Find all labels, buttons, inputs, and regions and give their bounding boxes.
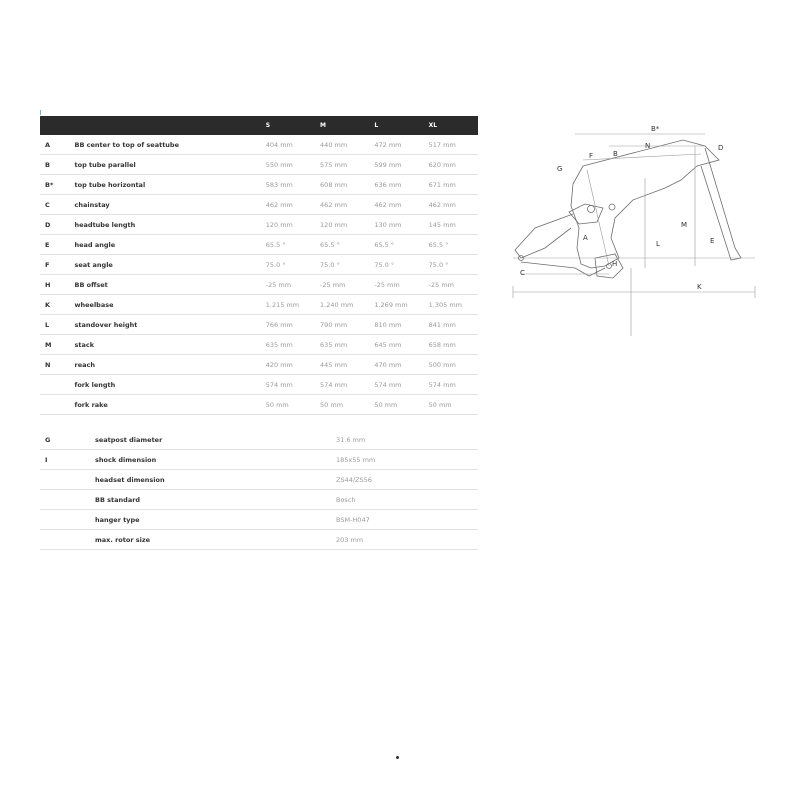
row-code: L: [40, 315, 70, 335]
table-row: [40, 450, 478, 470]
row-value: 50 mm: [369, 395, 423, 415]
row-label: BB offset: [70, 275, 261, 295]
row-label: wheelbase: [70, 295, 261, 315]
spec-label: BB standard: [90, 490, 331, 510]
row-label: fork length: [70, 375, 261, 395]
row-value: 65.5 °: [315, 235, 369, 255]
row-value: 50 mm: [261, 395, 315, 415]
row-label: top tube parallel: [70, 155, 261, 175]
row-code: H: [40, 275, 70, 295]
table-row: [40, 255, 478, 275]
row-value: 790 mm: [315, 315, 369, 335]
row-value: 671 mm: [424, 175, 478, 195]
row-code: [40, 395, 70, 415]
spec-label: max. rotor size: [90, 530, 331, 550]
header-label: [70, 116, 261, 135]
row-label: top tube horizontal: [70, 175, 261, 195]
row-code: B*: [40, 175, 70, 195]
table-row: [40, 315, 478, 335]
table-row: [40, 490, 478, 510]
spec-code: [40, 470, 90, 490]
table-row: [40, 510, 478, 530]
table-row: [40, 235, 478, 255]
row-value: 75.0 °: [261, 255, 315, 275]
row-value: 500 mm: [424, 355, 478, 375]
pivot-upper: [588, 206, 595, 213]
label-g: G: [557, 165, 563, 173]
row-value: 145 mm: [424, 215, 478, 235]
row-value: 1.240 mm: [315, 295, 369, 315]
row-value: 574 mm: [261, 375, 315, 395]
row-value: 75.0 °: [424, 255, 478, 275]
table-row: [40, 295, 478, 315]
header-size-m: M: [315, 116, 369, 135]
header-code: [40, 116, 70, 135]
spec-code: G: [40, 430, 90, 450]
row-value: -25 mm: [261, 275, 315, 295]
row-code: F: [40, 255, 70, 275]
page-dot: [396, 756, 399, 759]
row-value: 635 mm: [261, 335, 315, 355]
row-value: 608 mm: [315, 175, 369, 195]
row-label: chainstay: [70, 195, 261, 215]
row-value: 620 mm: [424, 155, 478, 175]
row-label: headtube length: [70, 215, 261, 235]
row-label: reach: [70, 355, 261, 375]
row-code: B: [40, 155, 70, 175]
table-row: [40, 215, 478, 235]
spec-value: 31.6 mm: [331, 430, 478, 450]
table-row: [40, 335, 478, 355]
label-k: K: [697, 283, 702, 291]
row-value: 635 mm: [315, 335, 369, 355]
spec-label: seatpost diameter: [90, 430, 331, 450]
row-label: standover height: [70, 315, 261, 335]
row-value: 575 mm: [315, 155, 369, 175]
row-value: 420 mm: [261, 355, 315, 375]
row-value: 120 mm: [261, 215, 315, 235]
row-value: 440 mm: [315, 135, 369, 155]
row-value: -25 mm: [369, 275, 423, 295]
spec-value: ZS44/ZS56: [331, 470, 478, 490]
label-b: B: [613, 150, 618, 158]
row-value: 130 mm: [369, 215, 423, 235]
row-value: 404 mm: [261, 135, 315, 155]
row-value: 65.5 °: [261, 235, 315, 255]
label-h: H: [612, 260, 618, 268]
row-value: 445 mm: [315, 355, 369, 375]
header-size-s: S: [261, 116, 315, 135]
seat-stay: [515, 214, 573, 258]
label-a: A: [583, 234, 588, 242]
row-value: 574 mm: [315, 375, 369, 395]
frame-geometry-diagram: [505, 118, 775, 348]
row-code: A: [40, 135, 70, 155]
row-value: 462 mm: [424, 195, 478, 215]
row-value: 462 mm: [369, 195, 423, 215]
row-value: 462 mm: [315, 195, 369, 215]
header-size-l: L: [369, 116, 423, 135]
table-row: [40, 395, 478, 415]
row-value: 75.0 °: [315, 255, 369, 275]
table-row: [40, 275, 478, 295]
spec-value: BSM-H047: [331, 510, 478, 530]
row-value: 517 mm: [424, 135, 478, 155]
row-value: 658 mm: [424, 335, 478, 355]
label-e: E: [710, 237, 715, 245]
row-label: head angle: [70, 235, 261, 255]
row-value: 599 mm: [369, 155, 423, 175]
row-code: E: [40, 235, 70, 255]
row-code: C: [40, 195, 70, 215]
row-value: -25 mm: [315, 275, 369, 295]
spec-value: 203 mm: [331, 530, 478, 550]
row-value: 65.5 °: [369, 235, 423, 255]
spec-value: 185x55 mm: [331, 450, 478, 470]
row-value: 462 mm: [261, 195, 315, 215]
row-value: 1.305 mm: [424, 295, 478, 315]
label-d: D: [718, 144, 724, 152]
pivot-lower: [609, 204, 615, 210]
geometry-table: [40, 116, 478, 415]
row-value: 1.215 mm: [261, 295, 315, 315]
spec-code: [40, 510, 90, 530]
row-code: [40, 375, 70, 395]
page-edge-marker: [40, 110, 41, 115]
row-value: 472 mm: [369, 135, 423, 155]
row-value: 636 mm: [369, 175, 423, 195]
fork: [701, 148, 741, 260]
header-size-xl: XL: [424, 116, 478, 135]
spec-code: [40, 490, 90, 510]
table-row: [40, 375, 478, 395]
label-m: M: [681, 221, 688, 229]
row-value: 50 mm: [315, 395, 369, 415]
row-label: fork rake: [70, 395, 261, 415]
row-value: 65.5 °: [424, 235, 478, 255]
row-value: 841 mm: [424, 315, 478, 335]
spec-label: hanger type: [90, 510, 331, 530]
row-value: 574 mm: [424, 375, 478, 395]
row-code: M: [40, 335, 70, 355]
table-row: [40, 175, 478, 195]
row-value: 75.0 °: [369, 255, 423, 275]
label-b-star: B*: [651, 125, 660, 133]
row-code: K: [40, 295, 70, 315]
spec-label: headset dimension: [90, 470, 331, 490]
row-value: 50 mm: [424, 395, 478, 415]
row-code: D: [40, 215, 70, 235]
spec-value: Bosch: [331, 490, 478, 510]
table-row: [40, 470, 478, 490]
table-row: [40, 430, 478, 450]
row-value: 645 mm: [369, 335, 423, 355]
spec-code: I: [40, 450, 90, 470]
row-label: seat angle: [70, 255, 261, 275]
row-value: 1.269 mm: [369, 295, 423, 315]
label-n: N: [645, 142, 651, 150]
b-line: [583, 154, 701, 160]
row-value: 120 mm: [315, 215, 369, 235]
row-label: stack: [70, 335, 261, 355]
label-c: C: [520, 269, 525, 277]
table-row: [40, 355, 478, 375]
table-row: [40, 155, 478, 175]
table-row: [40, 135, 478, 155]
label-f: F: [589, 152, 594, 160]
row-value: 810 mm: [369, 315, 423, 335]
row-code: N: [40, 355, 70, 375]
spec-code: [40, 530, 90, 550]
table-row: [40, 195, 478, 215]
label-l: L: [656, 240, 660, 248]
row-value: 470 mm: [369, 355, 423, 375]
row-value: 766 mm: [261, 315, 315, 335]
row-value: 574 mm: [369, 375, 423, 395]
row-value: 550 mm: [261, 155, 315, 175]
row-label: BB center to top of seattube: [70, 135, 261, 155]
row-value: 583 mm: [261, 175, 315, 195]
row-value: -25 mm: [424, 275, 478, 295]
table-row: [40, 530, 478, 550]
spec-table: [40, 430, 478, 550]
spec-label: shock dimension: [90, 450, 331, 470]
geometry-header-row: [40, 116, 478, 135]
seattube-guide-line: [587, 170, 609, 266]
